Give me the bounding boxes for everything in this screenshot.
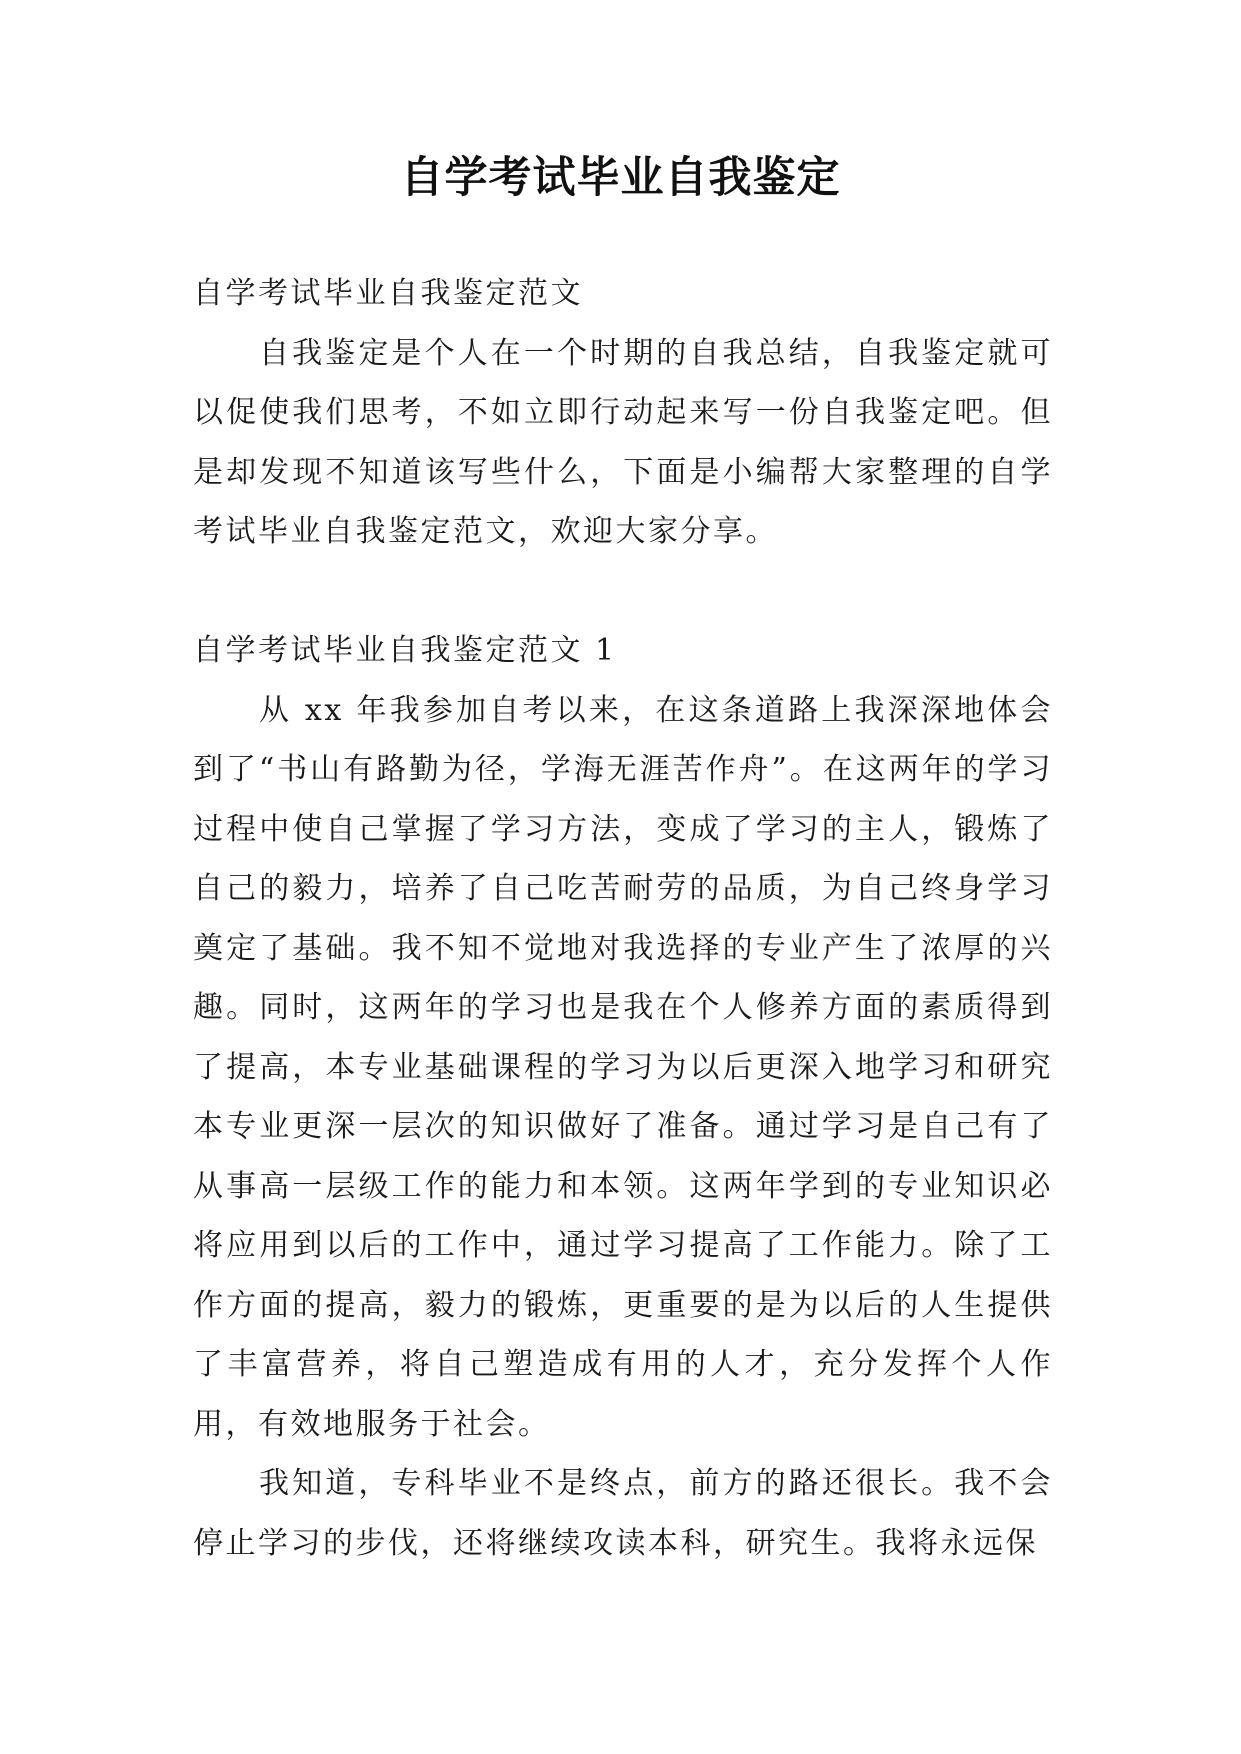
document-body	[193, 264, 1053, 1573]
section-1-heading: 自学考试毕业自我鉴定范文 1	[193, 633, 617, 668]
section-1-paragraph-2: 我知道，专科毕业不是终点，前方的路还很长。我不会停止学习的步伐，还将继续攻读本科，研究生。我将永远保	[193, 1466, 1053, 1561]
intro-paragraph: 自我鉴定是个人在一个时期的自我总结，自我鉴定就可以促使我们思考，不如立即行动起来写一份自我鉴定吧。但是却发现不知道该写些什么，下面是小编帮大家整理的自学考试毕业自我鉴定范文，欢迎大家分享。	[193, 335, 1053, 549]
document-title: 自学考试毕业自我鉴定	[400, 153, 841, 203]
intro-heading: 自学考试毕业自我鉴定范文	[193, 276, 583, 311]
paragraph-spacer	[193, 562, 1053, 622]
section-1-paragraph-1: 从 xx 年我参加自考以来，在这条道路上我深深地体会到了“书山有路勤为径，学海无涯苦作舟”。在这两年的学习过程中使自己掌握了学习方法，变成了学习的主人，锻炼了自己的毅力，培养了自己吃苦耐劳的品质，为自己终身学习奠定了基础。我不知不觉地对我选择的专业产生了浓厚的兴趣。同时，这两年的学习也是我在个人修养方面的素质得到了提高，本专业基础课程的学习为以后更深入地学习和研究本专业更深一层次的知识做好了准备。通过学习是自己有了从事高一层级工作的能力和本领。这两年学到的专业知识必将应用到以后的工作中，通过学习提高了工作能力。除了工作方面的提高，毅力的锻炼，更重要的是为以后的人生提供了丰富营养，将自己塑造成有用的人才，充分发挥个人作用，有效地服务于社会。	[193, 692, 1053, 1442]
